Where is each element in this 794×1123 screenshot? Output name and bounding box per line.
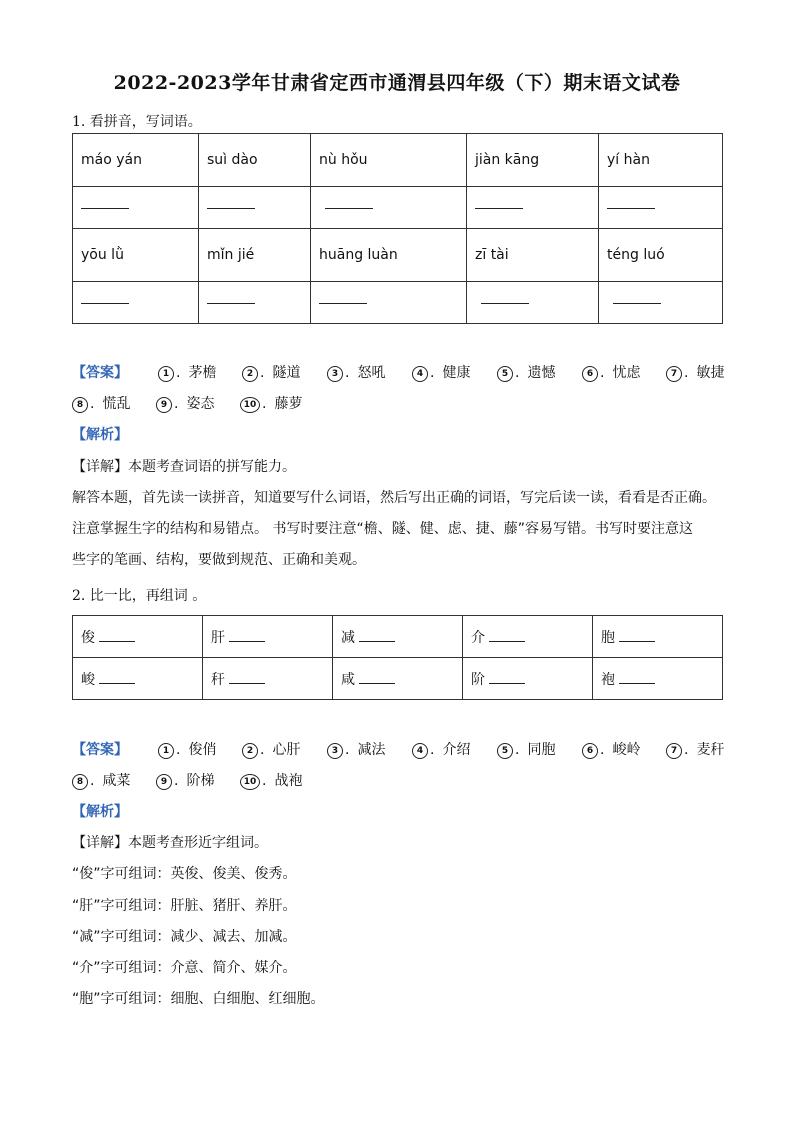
answer-blank[interactable] <box>489 629 525 642</box>
answer-item: 9 . 阶梯 <box>156 770 214 790</box>
answer-blank[interactable] <box>607 207 655 209</box>
answer-item: 3 . 怒吼 <box>327 362 385 382</box>
pinyin-cell: suì dào <box>199 134 311 187</box>
detail-line: 【详解】本题考查词语的拼写能力。 <box>72 459 296 475</box>
answer-item: 1 . 茅檐 <box>158 362 216 382</box>
answer-blank[interactable] <box>619 629 655 642</box>
question-1-prompt: 1. 看拼音，写词语。 <box>72 114 202 130</box>
number-circle-icon: 2 <box>242 743 258 759</box>
answer-item: 8 . 慌乱 <box>72 393 130 413</box>
number-circle-icon: 9 <box>156 774 172 790</box>
detail-line: 解答本题，首先读一读拼音，知道要写什么词语，然后写出正确的词语，写完后读一读，看看是否正确。 <box>72 490 716 506</box>
answer-blank[interactable] <box>619 671 655 684</box>
answer-item: 1 . 俊俏 <box>158 739 216 759</box>
answer-line <box>72 770 722 790</box>
compare-cell: 减 <box>333 616 463 658</box>
answer-item: 3 . 减法 <box>327 739 385 759</box>
pinyin-cell: yí hàn <box>599 134 723 187</box>
detail-line: “介”字可组词：介意、简介、媒介。 <box>72 960 297 976</box>
number-circle-icon: 5 <box>497 366 513 382</box>
compare-cell: 阶 <box>463 658 593 700</box>
detail-line: 些字的笔画、结构，要做到规范、正确和美观。 <box>72 552 366 568</box>
answer-item: 8 . 咸菜 <box>72 770 130 790</box>
answer-blank[interactable] <box>319 302 367 304</box>
answer-blank[interactable] <box>325 207 373 209</box>
pinyin-cell: zī tài <box>467 229 599 282</box>
compare-cell: 峻 <box>73 658 203 700</box>
answer-blank[interactable] <box>99 671 135 684</box>
number-circle-icon: 7 <box>666 366 682 382</box>
detail-line: 注意掌握生字的结构和易错点。 书写时要注意“檐、隧、健、虑、捷、藤”容易写错。书写时要注意这 <box>72 521 693 537</box>
answer-item: 6 . 忧虑 <box>582 362 640 382</box>
answer-blank-row <box>73 282 723 324</box>
number-circle-icon: 2 <box>242 366 258 382</box>
number-circle-icon: 8 <box>72 774 88 790</box>
pinyin-cell: yōu lǜ <box>73 229 199 282</box>
answer-item: 5 . 遗憾 <box>497 362 555 382</box>
pinyin-cell: téng luó <box>599 229 723 282</box>
page-title: 2022-2023学年甘肃省定西市通渭县四年级（下）期末语文试卷 <box>113 72 681 94</box>
answer-item: 7 . 麦秆 <box>666 739 724 759</box>
number-circle-icon: 1 <box>158 743 174 759</box>
answer-blank[interactable] <box>81 207 129 209</box>
answer-item: 4 . 健康 <box>412 362 470 382</box>
answer-item: 4 . 介绍 <box>412 739 470 759</box>
number-circle-icon: 6 <box>582 743 598 759</box>
answer-item: 10 . 战袍 <box>240 770 302 790</box>
answer-blank[interactable] <box>359 671 395 684</box>
detail-line: “胞”字可组词：细胞、白细胞、红细胞。 <box>72 991 325 1007</box>
compare-cell: 袍 <box>593 658 723 700</box>
number-circle-icon: 10 <box>240 774 260 790</box>
answer-item: 7 . 敏捷 <box>666 362 724 382</box>
pinyin-row <box>73 229 723 282</box>
compare-table <box>72 615 723 700</box>
answer-item: 2 . 隧道 <box>242 362 300 382</box>
answer-item: 9 . 姿态 <box>156 393 214 413</box>
number-circle-icon: 10 <box>240 397 260 413</box>
number-circle-icon: 4 <box>412 743 428 759</box>
detail-line: “肝”字可组词：肝脏、猪肝、养肝。 <box>72 898 297 914</box>
answer-blank[interactable] <box>229 629 265 642</box>
number-circle-icon: 9 <box>156 397 172 413</box>
detail-line: “减”字可组词：减少、减去、加减。 <box>72 929 297 945</box>
answer-blank[interactable] <box>475 207 523 209</box>
compare-row <box>73 616 723 658</box>
answer-blank[interactable] <box>81 302 129 304</box>
pinyin-table <box>72 133 723 324</box>
pinyin-row <box>73 134 723 187</box>
number-circle-icon: 3 <box>327 743 343 759</box>
answer-tag: 【答案】 <box>72 742 128 758</box>
analysis-tag: 【解析】 <box>72 427 128 443</box>
answer-tag: 【答案】 <box>72 365 128 381</box>
number-circle-icon: 5 <box>497 743 513 759</box>
number-circle-icon: 8 <box>72 397 88 413</box>
answer-item: 6 . 峻岭 <box>582 739 640 759</box>
number-circle-icon: 4 <box>412 366 428 382</box>
answer-line <box>72 362 725 382</box>
answer-item: 10 . 藤萝 <box>240 393 302 413</box>
number-circle-icon: 3 <box>327 366 343 382</box>
compare-cell: 胞 <box>593 616 723 658</box>
number-circle-icon: 1 <box>158 366 174 382</box>
compare-cell: 秆 <box>203 658 333 700</box>
pinyin-cell: máo yán <box>73 134 199 187</box>
question-2-prompt: 2. 比一比，再组词 。 <box>72 588 207 604</box>
answer-blank-row <box>73 187 723 229</box>
pinyin-cell: nù hǒu <box>311 134 467 187</box>
number-circle-icon: 6 <box>582 366 598 382</box>
compare-cell: 咸 <box>333 658 463 700</box>
answer-blank[interactable] <box>207 302 255 304</box>
compare-cell: 介 <box>463 616 593 658</box>
pinyin-cell: huāng luàn <box>311 229 467 282</box>
compare-cell: 肝 <box>203 616 333 658</box>
number-circle-icon: 7 <box>666 743 682 759</box>
pinyin-cell: mǐn jié <box>199 229 311 282</box>
answer-blank[interactable] <box>481 302 529 304</box>
answer-item: 2 . 心肝 <box>242 739 300 759</box>
analysis-tag: 【解析】 <box>72 804 128 820</box>
answer-blank[interactable] <box>613 302 661 304</box>
compare-row <box>73 658 723 700</box>
compare-cell: 俊 <box>73 616 203 658</box>
answer-item: 5 . 同胞 <box>497 739 555 759</box>
answer-blank[interactable] <box>99 629 135 642</box>
pinyin-cell: jiàn kāng <box>467 134 599 187</box>
answer-line <box>72 393 722 413</box>
answer-blank[interactable] <box>489 671 525 684</box>
detail-line: “俊”字可组词：英俊、俊美、俊秀。 <box>72 866 297 882</box>
answer-blank[interactable] <box>359 629 395 642</box>
answer-line <box>72 739 725 759</box>
detail-line: 【详解】本题考查形近字组词。 <box>72 835 268 851</box>
answer-blank[interactable] <box>207 207 255 209</box>
answer-blank[interactable] <box>229 671 265 684</box>
